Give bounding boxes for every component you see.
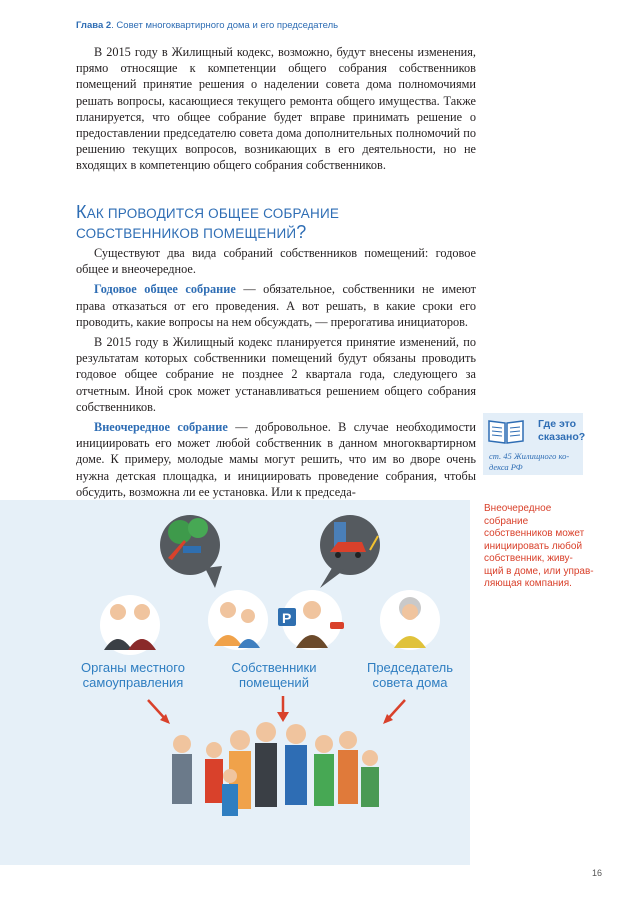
paragraph-types: Существуют два вида собраний собственников помещений: годовое общее и внеочередное.	[76, 246, 476, 277]
margin-note	[484, 503, 596, 591]
label-owners-line-1: Собственники	[231, 660, 317, 675]
margin-note-line: собственников может	[484, 528, 585, 539]
arrows	[148, 696, 405, 724]
label-local-government-line-2: самоуправления	[82, 675, 184, 690]
parking-sign-letter: P	[282, 610, 292, 626]
intro-paragraph: В 2015 году в Жилищный кодекс, возможно, будут внесены изменения, прямо относящие к компетенции общего собрания собственников помещений принятие решения о наделении совета дома полномочиями решать вопросы, касающиеся текущего ремонта общего имущества. Также планируется, что общее собрание будет вправе принимать решение о предоставлении председателю совета дома дополнительных полномочий по решению текущих вопросов, возникающих в его деятельности, но не входящих в компетенцию общего собрания собственников.	[76, 45, 476, 173]
term-extraordinary-meeting: Внеочередное собрание	[94, 420, 228, 435]
chapter-header	[76, 20, 338, 31]
crowd-person	[205, 742, 223, 803]
initiators-illustration	[0, 500, 470, 865]
label-owners-line-2: помещений	[239, 675, 309, 690]
owners-group-figure	[208, 590, 268, 650]
heading-line-1-text: АК ПРОВОДИТСЯ ОБЩЕЕ СОБРАНИЕ	[86, 206, 340, 221]
crowd-person	[338, 731, 358, 804]
margin-note-line: собственник, живу-	[484, 553, 573, 564]
book-icon	[487, 417, 525, 445]
law-reference-line-2: декса РФ	[489, 462, 523, 472]
heading-line-2-text: СОБСТВЕННИКОВ ПОМЕЩЕНИЙ	[76, 226, 297, 241]
aside-title	[538, 418, 598, 444]
extraordinary-meeting-text: — добровольное. В случае необходимости инициировать его может любой собственник в данном многоквартирном доме. К примеру, молодые мамы могут решить, что им во дворе очень нужна детская площадка, и инициировать проведение собрания, чтобы обсудить, возможна ли ее установка. Или к председа-	[76, 420, 476, 499]
heading-line-1	[76, 203, 476, 223]
section-body	[76, 245, 476, 500]
chairman-figure	[380, 590, 440, 650]
aside-title-line-1: Где это	[538, 418, 577, 430]
paragraph-extraordinary	[76, 419, 476, 500]
intro-section	[76, 44, 476, 174]
crowd-person	[285, 724, 307, 805]
paragraph-annual	[76, 281, 476, 330]
page-number: 16	[592, 868, 603, 878]
label-chairman-line-2: совета дома	[372, 675, 448, 690]
where-stated-aside	[483, 413, 586, 475]
crowd-person	[361, 750, 379, 807]
label-owners	[204, 660, 344, 690]
aside-title-line-2: сказано?	[538, 431, 586, 443]
margin-note-line: инициировать любой	[484, 540, 583, 552]
label-chairman-line-1: Председатель	[366, 660, 454, 675]
term-annual-meeting: Годовое общее собрание	[94, 282, 236, 297]
crowd-person	[172, 735, 192, 804]
officials-group-figure	[100, 595, 160, 655]
playground-bubble	[160, 515, 222, 588]
chapter-title: . Совет многоквартирного дома и его председатель	[111, 20, 339, 31]
crowd-person	[222, 769, 238, 816]
owner-parking-figure	[278, 590, 344, 650]
law-reference-line-1: ст. 45 Жилищного ко-	[489, 451, 570, 461]
margin-note-line: щий в доме, или управ-	[484, 565, 594, 577]
law-reference	[489, 451, 581, 473]
margin-note-line: Внеочередное собрание	[484, 503, 552, 527]
label-local-government	[63, 660, 203, 690]
chapter-label: Глава 2	[76, 20, 112, 31]
heading-line-2	[76, 223, 476, 243]
crowd-person	[314, 735, 334, 806]
crowd-figure	[172, 722, 379, 816]
label-local-government-line-1: Органы местного	[81, 660, 185, 675]
paragraph-law-changes: В 2015 году в Жилищный кодекс планируется принятие изменений, по результатам которых собственники помещений будут обязаны проводить годовое общее собрание не позднее 2 квартала года, следующего за отчетным. Иной срок может устанавливаться решением общего собрания собственников.	[76, 335, 476, 414]
section-heading	[76, 203, 476, 243]
crowd-person	[255, 722, 277, 807]
label-chairman	[340, 660, 480, 690]
heading-first-letter: К	[76, 202, 87, 222]
annual-meeting-text: — обязательное, собственники не имеют права отказаться от его проведения. А вот решать, в какие сроки его проводить, какие вопросы на нем обсуждать, — прерогатива инициаторов.	[76, 282, 476, 329]
heading-question-mark: ?	[296, 222, 307, 242]
margin-note-line: ляющая компания.	[484, 578, 572, 589]
parking-bubble	[320, 515, 380, 588]
